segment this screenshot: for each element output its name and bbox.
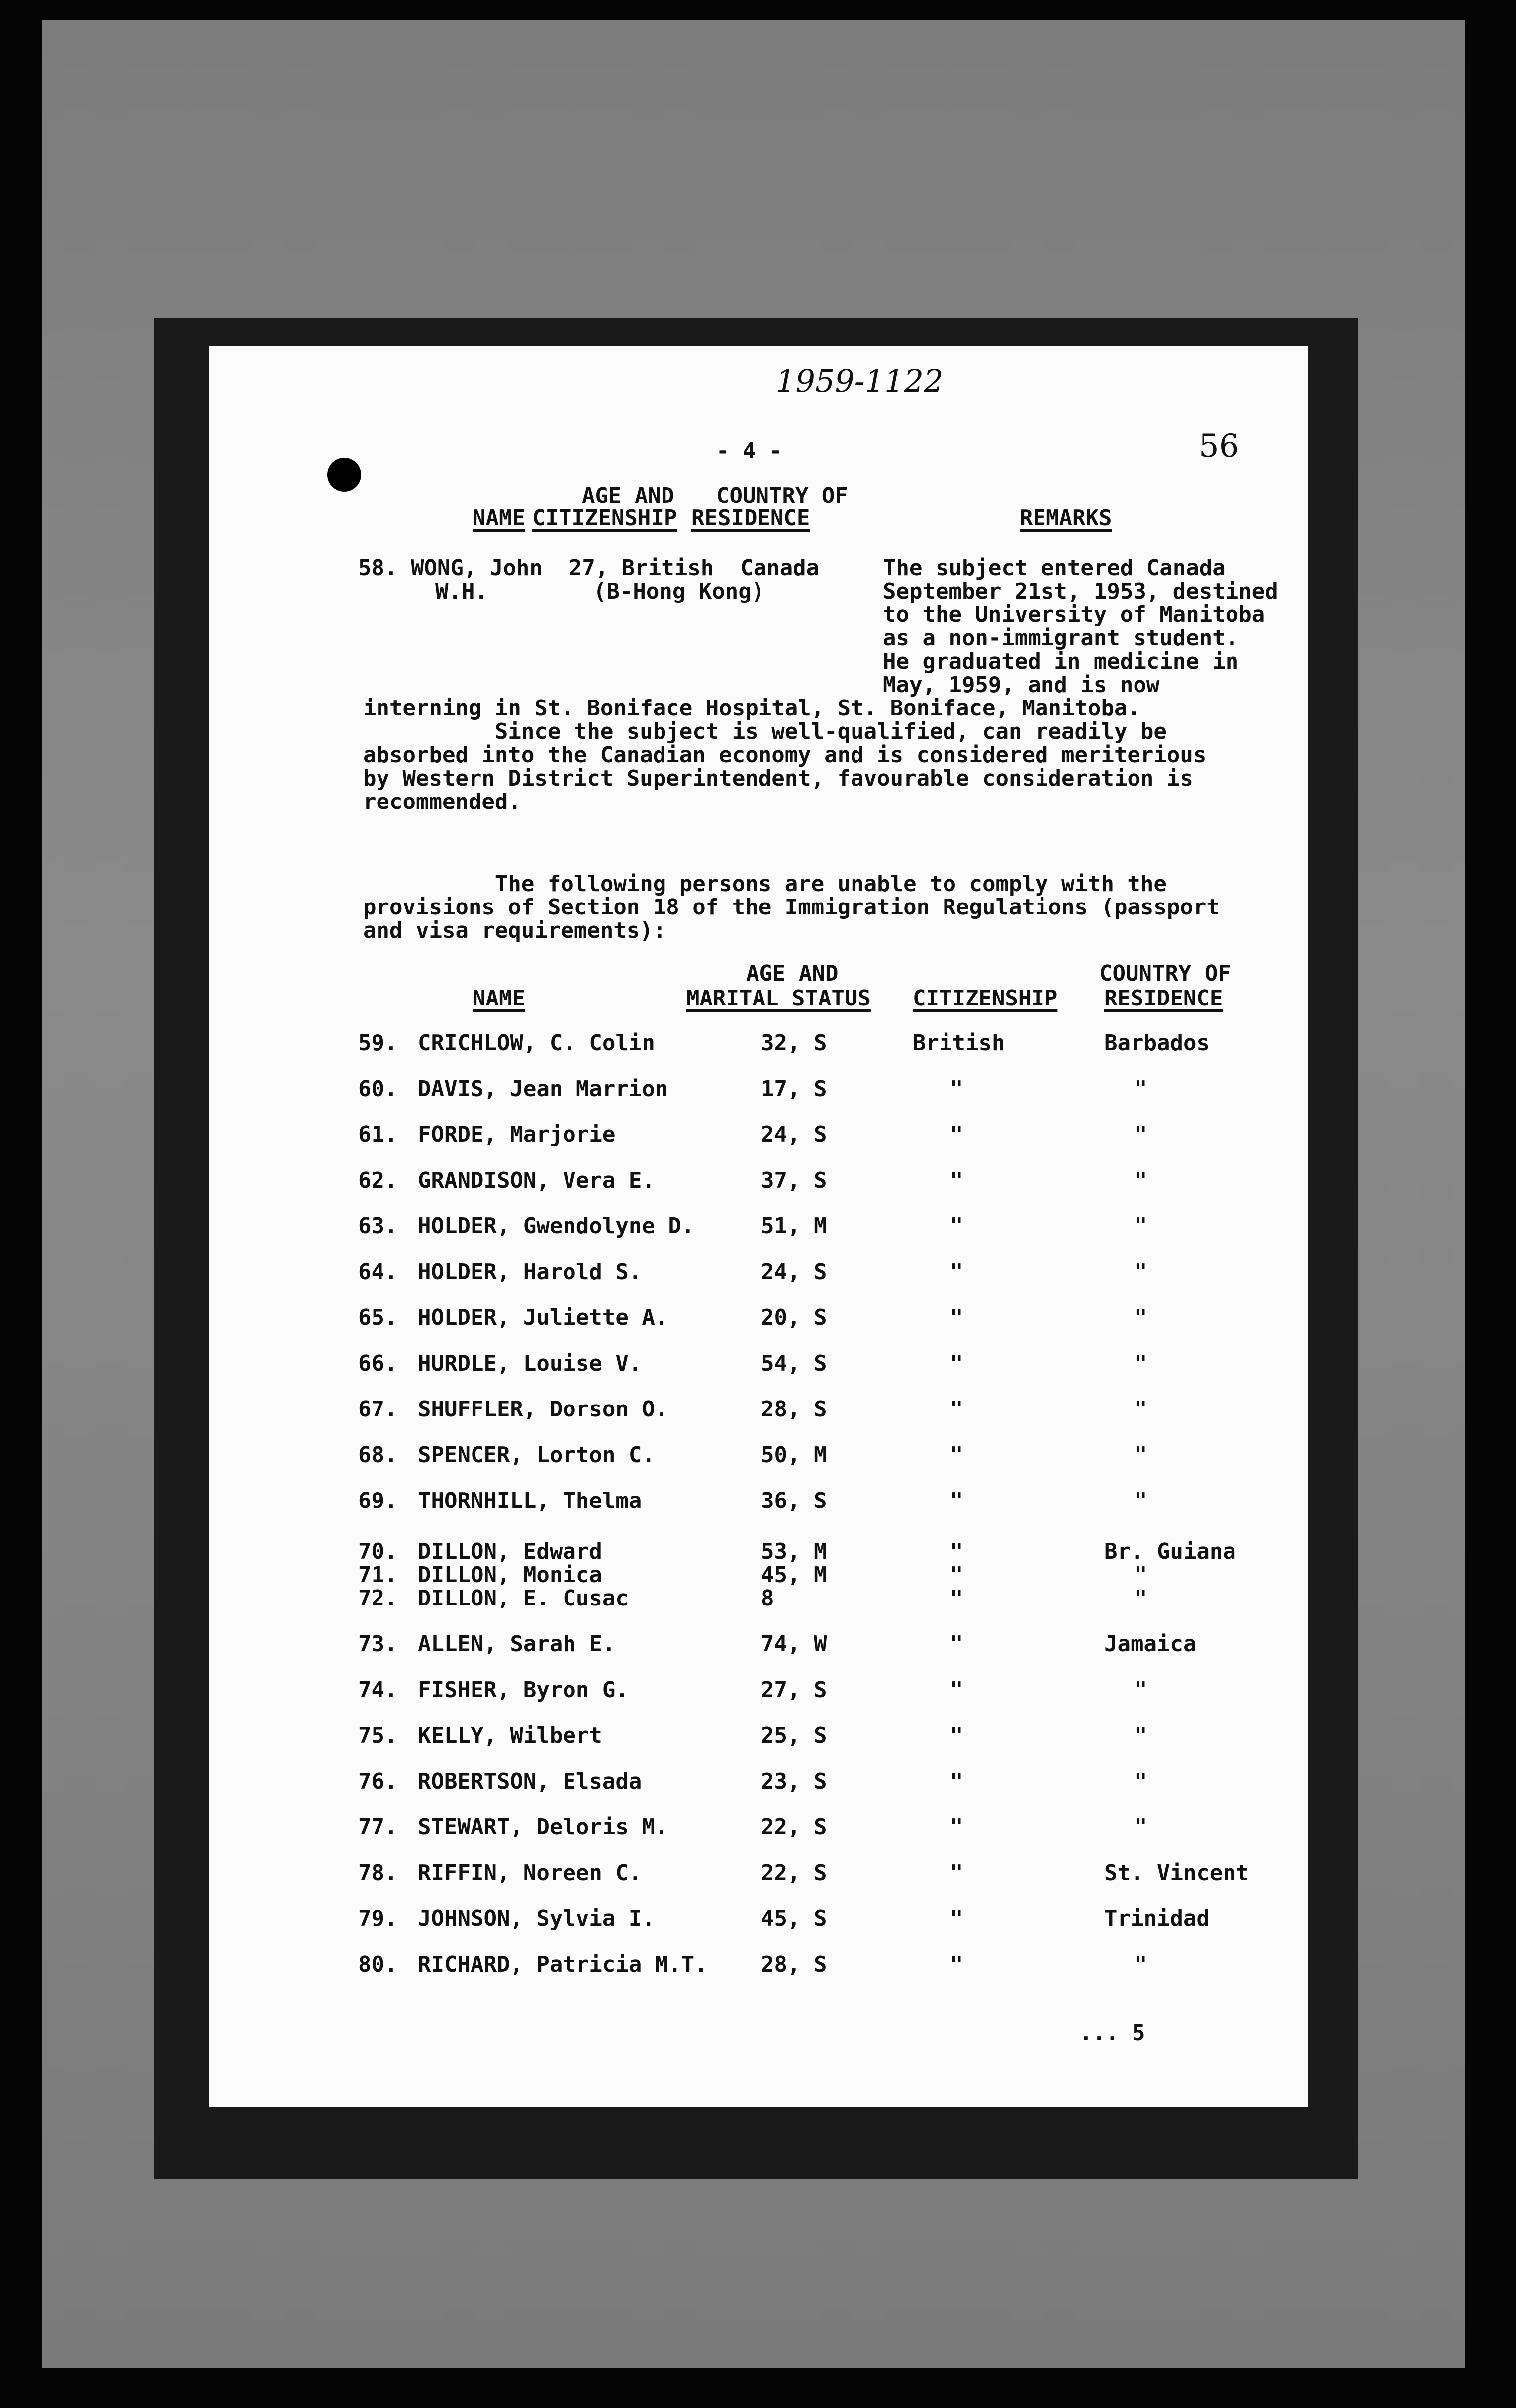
remarks-continuation: interning in St. Boniface Hospital, St. Boniface, Manitoba. xyxy=(363,696,1140,721)
row-residence: " xyxy=(1134,1952,1147,1977)
row-citizenship: " xyxy=(950,1351,963,1376)
row-residence: " xyxy=(1134,1562,1147,1588)
row-citizenship: " xyxy=(950,1397,963,1422)
row-number: 61. xyxy=(358,1122,398,1147)
row-name: HOLDER, Juliette A. xyxy=(418,1305,668,1330)
row-age-status: 53, M xyxy=(761,1539,827,1564)
header-age-line1: AGE AND xyxy=(582,483,674,508)
row-residence: " xyxy=(1134,1442,1147,1468)
row-citizenship: " xyxy=(950,1769,963,1794)
table-header-citizenship: CITIZENSHIP xyxy=(913,986,1058,1011)
table-header-name: NAME xyxy=(473,986,525,1011)
row-name: HURDLE, Louise V. xyxy=(418,1351,642,1376)
row-age-status: 24, S xyxy=(761,1122,827,1147)
row-age-status: 54, S xyxy=(761,1351,827,1376)
row-name: ALLEN, Sarah E. xyxy=(418,1631,616,1657)
header-country-line1: COUNTRY OF xyxy=(716,483,848,508)
row-age-status: 17, S xyxy=(761,1076,827,1102)
row-number: 67. xyxy=(358,1397,398,1422)
punch-hole xyxy=(327,458,361,492)
remarks-line: He graduated in medicine in xyxy=(883,649,1239,674)
row-residence: " xyxy=(1134,1168,1147,1193)
remarks-continuation: Since the subject is well-qualified, can readily be xyxy=(363,719,1167,744)
row-citizenship: " xyxy=(950,1562,963,1588)
row-name: ROBERTSON, Elsada xyxy=(418,1769,642,1794)
row-number: 62. xyxy=(358,1168,398,1193)
page-marker: - 4 - xyxy=(716,438,782,464)
row-age-status: 37, S xyxy=(761,1168,827,1193)
row-citizenship: " xyxy=(950,1723,963,1748)
remarks-line: September 21st, 1953, destined xyxy=(883,579,1278,604)
row-age-status: 23, S xyxy=(761,1769,827,1794)
table-header-age-line1: AGE AND xyxy=(746,961,839,986)
row-number: 75. xyxy=(358,1723,398,1748)
row-number: 59. xyxy=(358,1030,398,1056)
row-number: 70. xyxy=(358,1539,398,1564)
row-age-status: 25, S xyxy=(761,1723,827,1748)
row-citizenship: " xyxy=(950,1488,963,1513)
row-residence: Trinidad xyxy=(1104,1906,1210,1931)
row-citizenship: British xyxy=(913,1030,1005,1056)
row-number: 78. xyxy=(358,1860,398,1886)
row-citizenship: " xyxy=(950,1122,963,1147)
row-age-status: 32, S xyxy=(761,1030,827,1056)
row-number: 68. xyxy=(358,1442,398,1468)
handwritten-file-number: 1959-1122 xyxy=(776,363,944,399)
row-age-status: 45, S xyxy=(761,1906,827,1931)
row-name: DILLON, Monica xyxy=(418,1562,602,1588)
row-residence: Br. Guiana xyxy=(1104,1539,1236,1564)
row-residence: " xyxy=(1134,1723,1147,1748)
document-page xyxy=(209,346,1308,2107)
entry-58-line1: 58. WONG, John 27, British Canada xyxy=(358,555,820,581)
row-age-status: 28, S xyxy=(761,1397,827,1422)
row-age-status: 22, S xyxy=(761,1860,827,1886)
row-name: STEWART, Deloris M. xyxy=(418,1814,668,1840)
row-citizenship: " xyxy=(950,1860,963,1886)
row-citizenship: " xyxy=(950,1586,963,1611)
remarks-continuation: absorbed into the Canadian economy and is considered meriterious xyxy=(363,742,1207,768)
page-number: 56 xyxy=(1199,428,1239,465)
row-number: 79. xyxy=(358,1906,398,1931)
row-residence: " xyxy=(1134,1769,1147,1794)
row-citizenship: " xyxy=(950,1168,963,1193)
header-name: NAME xyxy=(473,505,525,531)
row-age-status: 36, S xyxy=(761,1488,827,1513)
row-name: SPENCER, Lorton C. xyxy=(418,1442,655,1468)
row-citizenship: " xyxy=(950,1906,963,1931)
row-residence: " xyxy=(1134,1259,1147,1285)
row-number: 69. xyxy=(358,1488,398,1513)
intro-line: provisions of Section 18 of the Immigration Regulations (passport xyxy=(363,895,1220,920)
row-number: 72. xyxy=(358,1586,398,1611)
remarks-continuation: recommended. xyxy=(363,789,521,814)
row-number: 74. xyxy=(358,1677,398,1703)
remarks-line: The subject entered Canada xyxy=(883,555,1226,581)
row-age-status: 24, S xyxy=(761,1259,827,1285)
row-residence: " xyxy=(1134,1076,1147,1102)
row-citizenship: " xyxy=(950,1631,963,1657)
row-citizenship: " xyxy=(950,1539,963,1564)
intro-line: and visa requirements): xyxy=(363,918,666,943)
row-age-status: 45, M xyxy=(761,1562,827,1588)
row-residence: " xyxy=(1134,1677,1147,1703)
row-number: 66. xyxy=(358,1351,398,1376)
row-citizenship: " xyxy=(950,1213,963,1239)
table-header-country-line1: COUNTRY OF xyxy=(1099,961,1231,986)
header-remarks: REMARKS xyxy=(1020,505,1112,531)
row-name: KELLY, Wilbert xyxy=(418,1723,602,1748)
header-citizenship: CITIZENSHIP xyxy=(532,505,677,531)
table-header-residence: RESIDENCE xyxy=(1104,986,1223,1011)
row-number: 63. xyxy=(358,1213,398,1239)
header-residence: RESIDENCE xyxy=(691,505,810,531)
row-name: CRICHLOW, C. Colin xyxy=(418,1030,655,1056)
row-citizenship: " xyxy=(950,1677,963,1703)
continuation-marker: ... 5 xyxy=(1079,2020,1145,2046)
row-name: JOHNSON, Sylvia I. xyxy=(418,1906,655,1931)
row-number: 77. xyxy=(358,1814,398,1840)
row-age-status: 27, S xyxy=(761,1677,827,1703)
row-number: 80. xyxy=(358,1952,398,1977)
row-residence: " xyxy=(1134,1122,1147,1147)
row-name: DAVIS, Jean Marrion xyxy=(418,1076,668,1102)
row-name: THORNHILL, Thelma xyxy=(418,1488,642,1513)
row-age-status: 74, W xyxy=(761,1631,827,1657)
remarks-line: to the University of Manitoba xyxy=(883,602,1265,627)
row-residence: " xyxy=(1134,1814,1147,1840)
table-header-marital-status: MARITAL STATUS xyxy=(686,986,871,1011)
row-name: SHUFFLER, Dorson O. xyxy=(418,1397,668,1422)
row-residence: " xyxy=(1134,1397,1147,1422)
entry-58-line2: W.H. (B-Hong Kong) xyxy=(435,579,765,604)
row-number: 76. xyxy=(358,1769,398,1794)
row-number: 64. xyxy=(358,1259,398,1285)
remarks-line: May, 1959, and is now xyxy=(883,672,1160,698)
row-citizenship: " xyxy=(950,1076,963,1102)
row-age-status: 28, S xyxy=(761,1952,827,1977)
row-age-status: 50, M xyxy=(761,1442,827,1468)
remarks-continuation: by Western District Superintendent, favourable consideration is xyxy=(363,766,1193,791)
row-residence: " xyxy=(1134,1488,1147,1513)
row-residence: " xyxy=(1134,1351,1147,1376)
row-name: DILLON, Edward xyxy=(418,1539,602,1564)
row-residence: Jamaica xyxy=(1104,1631,1197,1657)
row-age-status: 20, S xyxy=(761,1305,827,1330)
row-number: 73. xyxy=(358,1631,398,1657)
row-residence: " xyxy=(1134,1586,1147,1611)
row-number: 60. xyxy=(358,1076,398,1102)
row-name: GRANDISON, Vera E. xyxy=(418,1168,655,1193)
row-residence: St. Vincent xyxy=(1104,1860,1249,1886)
row-age-status: 8 xyxy=(761,1586,774,1611)
row-name: RIFFIN, Noreen C. xyxy=(418,1860,642,1886)
row-residence: " xyxy=(1134,1305,1147,1330)
row-residence: Barbados xyxy=(1104,1030,1210,1056)
row-citizenship: " xyxy=(950,1442,963,1468)
remarks-line: as a non-immigrant student. xyxy=(883,625,1239,651)
row-number: 65. xyxy=(358,1305,398,1330)
row-citizenship: " xyxy=(950,1305,963,1330)
row-citizenship: " xyxy=(950,1952,963,1977)
row-residence: " xyxy=(1134,1213,1147,1239)
row-age-status: 51, M xyxy=(761,1213,827,1239)
row-name: FORDE, Marjorie xyxy=(418,1122,616,1147)
intro-line: The following persons are unable to comply with the xyxy=(363,871,1167,897)
row-name: RICHARD, Patricia M.T. xyxy=(418,1952,708,1977)
row-name: DILLON, E. Cusac xyxy=(418,1586,629,1611)
row-citizenship: " xyxy=(950,1259,963,1285)
row-name: HOLDER, Gwendolyne D. xyxy=(418,1213,695,1239)
row-citizenship: " xyxy=(950,1814,963,1840)
row-name: HOLDER, Harold S. xyxy=(418,1259,642,1285)
row-name: FISHER, Byron G. xyxy=(418,1677,629,1703)
row-number: 71. xyxy=(358,1562,398,1588)
row-age-status: 22, S xyxy=(761,1814,827,1840)
